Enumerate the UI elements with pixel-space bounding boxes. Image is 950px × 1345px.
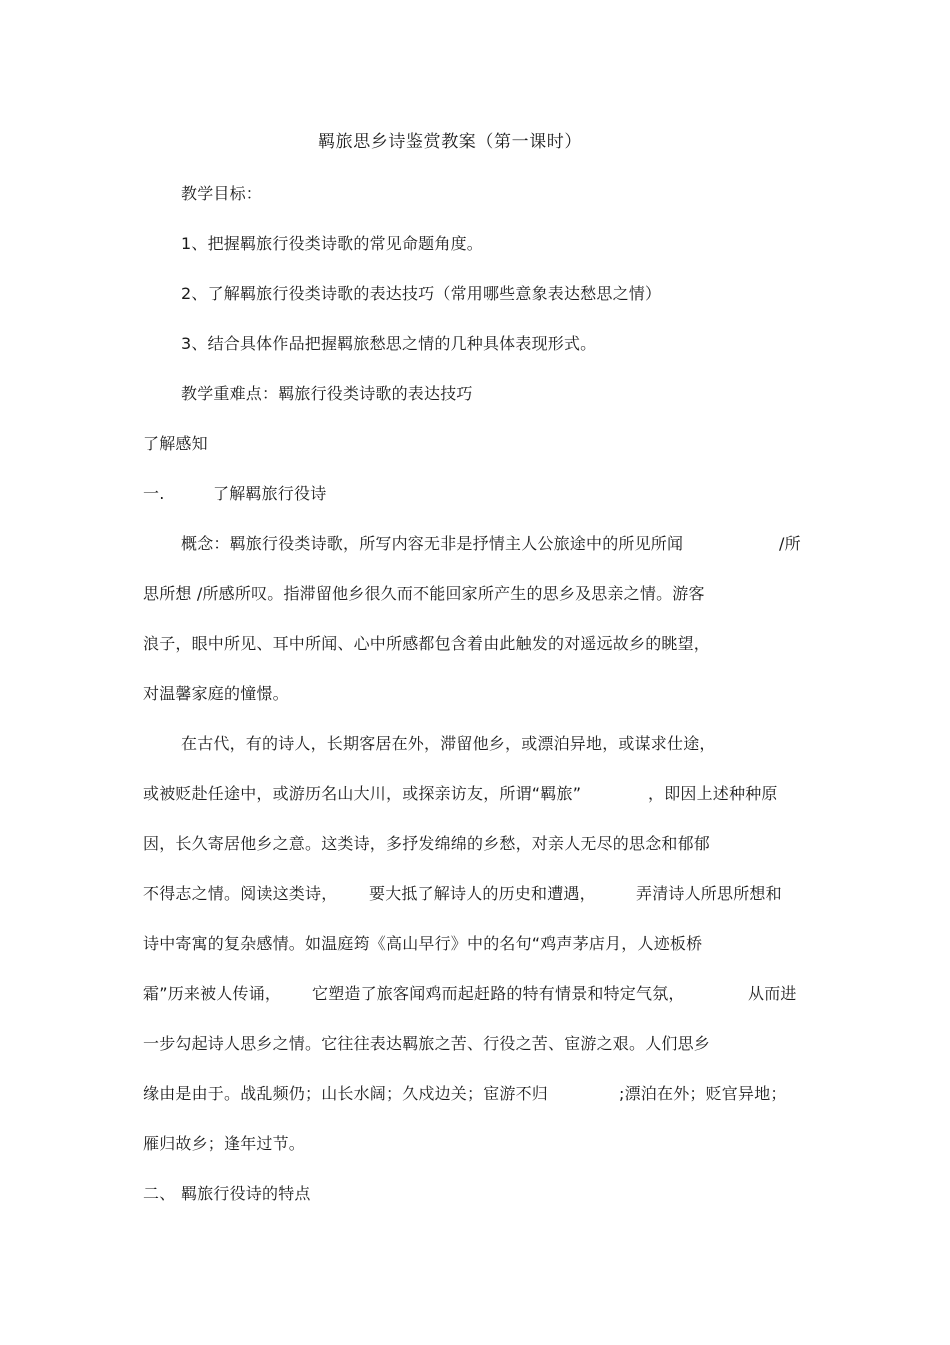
objective-item: 2、了解羁旅行役类诗歌的表达技巧（常用哪些意象表达愁思之情） [181, 284, 662, 303]
concept-line: 概念：羁旅行役类诗歌，所写内容无非是抒情主人公旅途中的所见所闻 [181, 534, 684, 553]
paragraph-line: 在古代，有的诗人，长期客居在外，滞留他乡，或漂泊异地，或谋求仕途， [181, 734, 716, 753]
paragraph-line: 从而进 [748, 984, 797, 1003]
concept-line: 浪子，眼中所见、耳中所闻、心中所感都包含着由此触发的对遥远故乡的眺望， [143, 634, 711, 653]
paragraph-line: 不得志之情。阅读这类诗， [143, 884, 338, 903]
objective-item: 3、结合具体作品把握羁旅愁思之情的几种具体表现形式。 [181, 334, 597, 353]
section2-title: 羁旅行役诗的特点 [181, 1184, 311, 1203]
key-point: 教学重难点：羁旅行役类诗歌的表达技巧 [181, 384, 473, 403]
section1-number: 一. [143, 484, 165, 503]
paragraph-line: 弄清诗人所思所想和 [636, 884, 782, 903]
section-heading-understand: 了解感知 [143, 434, 208, 453]
paragraph-line: ;漂泊在外；贬官异地； [619, 1084, 787, 1103]
paragraph-line: 霜”历来被人传诵， [143, 984, 282, 1003]
paragraph-line: 缘由是由于。战乱频仍；山长水阔；久戍边关；宦游不归 [143, 1084, 549, 1103]
paragraph-line: 要大抵了解诗人的历史和遭遇， [369, 884, 596, 903]
objective-item: 1、把握羁旅行役类诗歌的常见命题角度。 [181, 234, 483, 253]
paragraph-line: 或被贬赴任途中，或游历名山大川，或探亲访友，所谓“羁旅” [143, 784, 582, 803]
paragraph-line: 一步勾起诗人思乡之情。它往往表达羁旅之苦、行役之苦、宦游之艰。人们思乡 [143, 1034, 711, 1053]
paragraph-line: 因，长久寄居他乡之意。这类诗，多抒发绵绵的乡愁，对亲人无尽的思念和郁郁 [143, 834, 711, 853]
concept-line: 思所想 /所感所叹。指滞留他乡很久而不能回家所产生的思乡及思亲之情。游客 [143, 584, 705, 603]
concept-line: /所 [779, 534, 801, 553]
paragraph-line: 雁归故乡；逢年过节。 [143, 1134, 306, 1153]
paragraph-line: 它塑造了旅客闻鸡而起赶路的特有情景和特定气氛， [312, 984, 685, 1003]
section1-title: 了解羁旅行役诗 [213, 484, 327, 503]
paragraph-line: 诗中寄寓的复杂感情。如温庭筠《高山早行》中的名句“鸡声茅店月，人迹板桥 [143, 934, 703, 953]
concept-line: 对温馨家庭的憧憬。 [143, 684, 289, 703]
section2-number: 二、 [143, 1184, 176, 1203]
document-title: 羁旅思乡诗鉴赏教案（第一课时） [318, 132, 582, 152]
objectives-heading: 教学目标： [181, 184, 263, 203]
paragraph-line: ，即因上述种种原 [648, 784, 778, 803]
